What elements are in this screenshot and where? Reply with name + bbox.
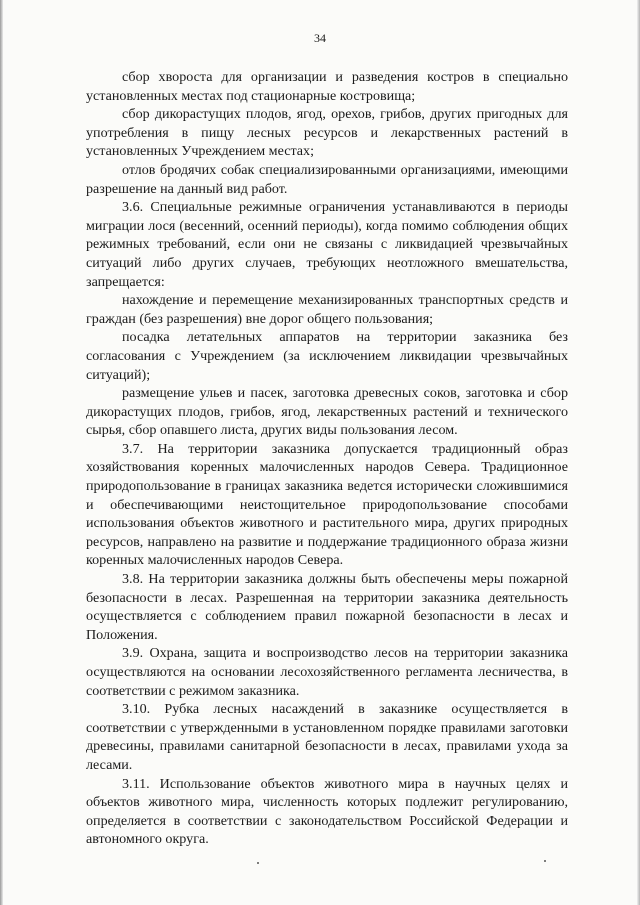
paragraph-stray-dogs: отлов бродячих собак специализированными организациями, имеющими разрешение на данный вид работ. xyxy=(86,161,568,197)
paragraph-beehives: размещение ульев и пасек, заготовка древесных соков, заготовка и сбор дикорастущих плодов, грибов, ягод, лекарственных растений и технического сырья, сбор опавшего листа, других виды пользования лесом. xyxy=(86,385,568,439)
paragraph-3-11: 3.11. Использование объектов животного мира в научных целях и объектов животного мира, численность которых подлежит регулированию, определяется в соответствии с законодательством Российской Федерации и автономного округа. xyxy=(86,775,568,848)
paragraph-3-7: 3.7. На территории заказника допускается традиционный образ хозяйствования коренных малочисленных народов Севера. Традиционное природопользование в границах заказника ведется исторически сложившимися и обеспечивающими неистощительное природопользование способами использования объектов животного и растительного мира, других природных ресурсов, направлено на развитие и поддержание традиционного образа жизни коренных малочисленных народов Севера. xyxy=(86,440,568,569)
document-body xyxy=(86,68,568,849)
scan-speck xyxy=(544,860,546,862)
paragraph-3-6: 3.6. Специальные режимные ограничения устанавливаются в периоды миграции лося (весенний, осенний периоды), когда помимо соблюдения общих режимных требований, если они не связаны с ликвидацией чрезвычайных ситуаций либо других случаев, требующих неотложного вмешательства, запрещается: xyxy=(86,199,568,290)
paragraph-3-9: 3.9. Охрана, защита и воспроизводство лесов на территории заказника осуществляются на основании лесохозяйственного регламента лесничества, в соответствии с режимом заказника. xyxy=(86,645,568,699)
paragraph-gathering: сбор дикорастущих плодов, ягод, орехов, грибов, других пригодных для употребления в пищу лесных ресурсов и лекарственных растений в установленных Учреждением местах; xyxy=(86,106,568,160)
page-number: 34 xyxy=(314,31,326,45)
paragraph-3-8: 3.8. На территории заказника должны быть обеспечены меры пожарной безопасности в лесах. Разрешенная на территории заказника деятельность осуществляется с соблюдением правил пожарной безопасности в лесах и Положения. xyxy=(86,571,568,643)
paragraph-aircraft: посадка летательных аппаратов на территории заказника без согласования с Учреждением (за исключением ликвидации чрезвычайных ситуаций); xyxy=(86,329,568,383)
paragraph-vehicles: нахождение и перемещение механизированных транспортных средств и граждан (без разрешения) вне дорог общего пользования; xyxy=(86,292,568,327)
paragraph-3-10: 3.10. Рубка лесных насаждений в заказнике осуществляется в соответствии с утвержденными в установленном порядке правилами заготовки древесины, правилами санитарной безопасности в лесах, правилами ухода за лесами. xyxy=(86,701,568,773)
paragraph-brushwood: сбор хвороста для организации и разведения костров в специально установленных местах под стационарные костровища; xyxy=(86,69,568,104)
page-edge-left xyxy=(0,0,3,905)
scan-speck xyxy=(257,862,259,864)
